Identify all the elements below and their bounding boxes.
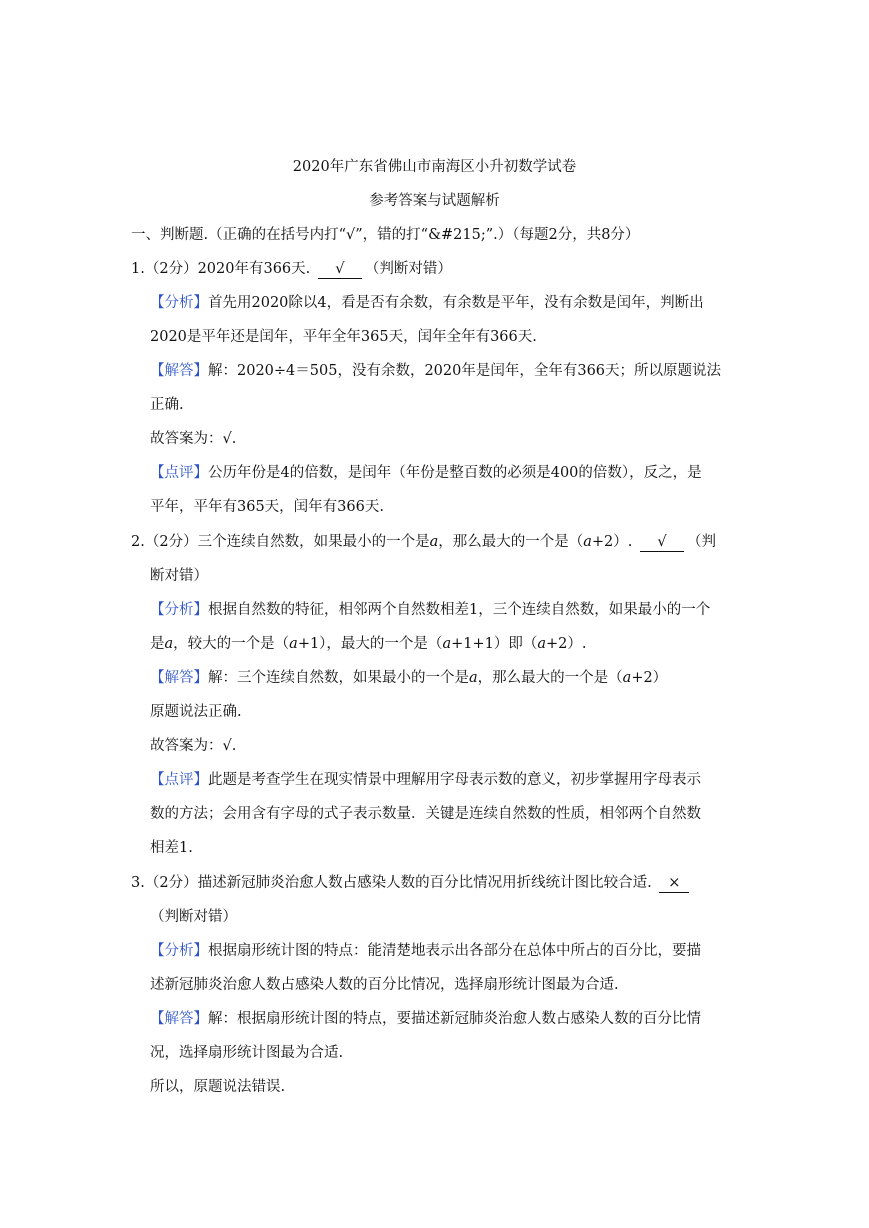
question-3-analysis — [150, 941, 701, 961]
comment-text-line: 数的方法；会用含有字母的式子表示数量．关键是连续自然数的性质，相邻两个自然数 — [150, 806, 701, 822]
variable: a — [622, 670, 632, 686]
answer-blank: × — [659, 874, 689, 893]
page-title: 2020年广东省佛山市南海区小升初数学试卷 — [292, 159, 577, 175]
question-text: +2）. — [591, 534, 633, 550]
final-answer: 所以，原题说法错误. — [150, 1079, 286, 1095]
solution-text: 解：根据扇形统计图的特点，要描述新冠肺炎治愈人数占感染人数的百分比情 — [208, 1011, 701, 1027]
final-answer: 故答案为：√. — [150, 431, 237, 447]
answer-blank: √ — [318, 260, 362, 279]
analysis-text: +2）. — [546, 636, 587, 652]
variable: a — [429, 534, 439, 550]
solution-text-line: 正确. — [150, 397, 184, 413]
question-text: ，那么最大的一个是（ — [438, 534, 584, 550]
question-text: （2分）三个连续自然数，如果最小的一个是 — [144, 534, 430, 550]
question-text: （2分）描述新冠肺炎治愈人数占感染人数的百分比情况用折线统计图比较合适. — [144, 875, 652, 891]
comment-text-line: 平年，平年有365天，闰年有366天. — [150, 499, 384, 515]
final-answer: 故答案为：√. — [150, 738, 237, 754]
analysis-text: +1），最大的一个是（ — [297, 636, 443, 652]
question-2-analysis — [150, 600, 710, 620]
question-3-solution — [150, 1009, 701, 1029]
solution-text-line: 况，选择扇形统计图最为合适. — [150, 1045, 344, 1061]
comment-text-line: 相差1. — [150, 840, 193, 856]
analysis-tag: 【分析】 — [150, 602, 208, 618]
solution-text: 解：2020÷4＝505，没有余数，2020年是闰年，全年有366天；所以原题说法 — [208, 363, 722, 379]
analysis-text: 首先用2020除以4，看是否有余数，有余数是平年，没有余数是闰年，判断出 — [208, 295, 704, 311]
answer-blank: √ — [640, 533, 684, 552]
analysis-text-line: 2020是平年还是闰年，平年全年365天，闰年全年有366天. — [150, 329, 537, 345]
comment-tag: 【点评】 — [150, 772, 208, 788]
question-1-comment — [150, 463, 702, 483]
variable: a — [469, 670, 478, 686]
solution-text-line: 原题说法正确. — [150, 704, 242, 720]
question-2-solution — [150, 668, 667, 688]
question-text: （判断对错） — [364, 261, 452, 277]
comment-tag: 【点评】 — [150, 465, 208, 481]
question-text: （判 — [686, 534, 716, 550]
solution-text: ，那么最大的一个是（ — [477, 670, 623, 686]
analysis-text: 是 — [150, 636, 165, 652]
question-1-analysis — [150, 293, 704, 313]
question-2-stem — [131, 532, 716, 552]
solution-text: +2） — [631, 670, 668, 686]
question-text-line: 断对错） — [150, 568, 208, 584]
variable: a — [537, 636, 546, 652]
comment-text: 公历年份是4的倍数，是闰年（年份是整百数的必须是400的倍数），反之，是 — [208, 465, 702, 481]
question-1-solution — [150, 361, 721, 381]
analysis-text-line: 述新冠肺炎治愈人数占感染人数的百分比情况，选择扇形统计图最为合适. — [150, 977, 619, 993]
comment-text: 此题是考查学生在现实情景中理解用字母表示数的意义，初步掌握用字母表示 — [208, 772, 701, 788]
analysis-text: +1+1）即（ — [451, 636, 538, 652]
question-text-line: （判断对错） — [150, 909, 237, 925]
question-1-stem — [131, 259, 452, 279]
variable: a — [164, 636, 174, 652]
variable: a — [583, 534, 592, 550]
question-number: 3. — [131, 875, 145, 891]
variable: a — [289, 636, 298, 652]
analysis-text: 根据扇形统计图的特点：能清楚地表示出各部分在总体中所占的百分比，要描 — [208, 943, 701, 959]
solution-tag: 【解答】 — [150, 670, 208, 686]
question-text: （2分）2020年有366天. — [144, 261, 311, 277]
analysis-text: ，较大的一个是（ — [173, 636, 290, 652]
solution-tag: 【解答】 — [150, 363, 208, 379]
solution-tag: 【解答】 — [150, 1011, 208, 1027]
analysis-tag: 【分析】 — [150, 295, 208, 311]
question-number: 1. — [131, 261, 145, 277]
question-2-comment — [150, 770, 701, 790]
variable: a — [442, 636, 452, 652]
question-3-stem — [131, 873, 692, 893]
analysis-tag: 【分析】 — [150, 943, 208, 959]
question-number: 2. — [131, 534, 145, 550]
analysis-text-line — [150, 634, 586, 654]
analysis-text: 根据自然数的特征，相邻两个自然数相差1，三个连续自然数，如果最小的一个 — [208, 602, 711, 618]
section-heading: 一、判断题.（正确的在括号内打“√”，错的打“&#215;”.）（每题2分，共8分） — [131, 227, 640, 243]
page-subtitle: 参考答案与试题解析 — [369, 193, 500, 209]
solution-text: 解：三个连续自然数，如果最小的一个是 — [208, 670, 469, 686]
